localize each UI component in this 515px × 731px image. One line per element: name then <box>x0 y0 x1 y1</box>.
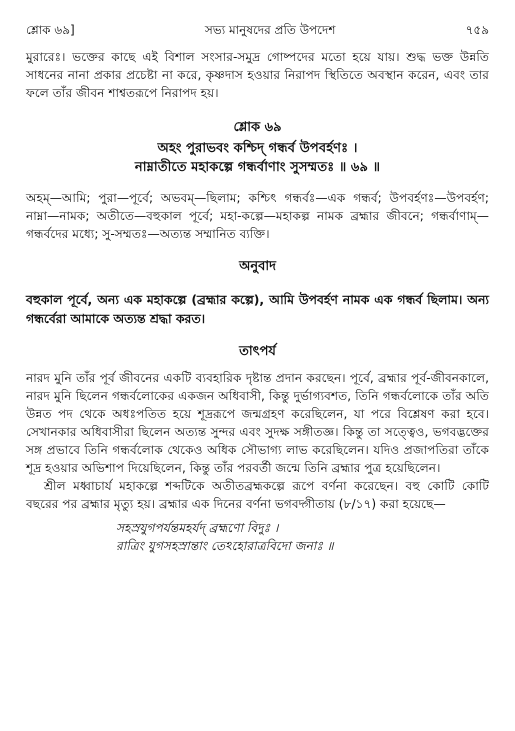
purport-title: তাৎপর্য <box>239 344 276 360</box>
translation-title: অনুবাদ <box>239 259 276 274</box>
header-chapter-title: সভ্য মানুষদের প্রতি উপদেশ <box>204 23 336 37</box>
verse-heading: শ্লোক ৬৯ <box>233 120 282 135</box>
verse-line-1: অহং পুরাভবং কশ্চিদ্ গন্ধর্ব উপবর্হণঃ । <box>157 141 358 156</box>
header-page-number: ৭৫৯ <box>465 23 489 37</box>
header-verse-ref: শ্লোক ৬৯] <box>26 23 75 37</box>
quote-line-1: সহস্রযুগপর্যন্তমহর্যদ্ ব্রহ্মণো বিদুঃ । <box>116 521 279 536</box>
translation-text: বহুকাল পূর্বে, অন্য এক মহাকল্পে (ব্রহ্মার কল্পে), আমি উপবর্হণ নামক এক গন্ধর্ব ছিলাম। অন্য গন্ধর্বেরা আমাকে অত্যন্ত শ্রদ্ধা করত। <box>26 292 489 327</box>
page-header <box>26 22 489 42</box>
intro-paragraph: মুরারেঃ। ভক্তের কাছে এই বিশাল সংসার-সমুদ্র গোষ্পদের মতো হয়ে যায়। শুদ্ধ ভক্ত উন্নতি সাধনের নানা প্রকার প্রচেষ্টা না করে, কৃষ্ণদাস হওয়ার নিরাপদ স্থিতিতে অবস্থান করেন, এবং তার ফলে তাঁর জীবন শাশ্বতরূপে নিরাপদ হয়। <box>26 50 489 100</box>
quote-line-2: রাত্রিং যুগসহস্রান্তাং তেঽহোরাত্রবিদো জনাঃ ॥ <box>116 539 334 554</box>
purport-paragraph-2: শ্রীল মধ্বাচার্য মহাকল্পে শব্দটিকে অতীতব্রহ্মকল্পে রূপে বর্ণনা করেছেন। বহু কোটি কোটি বছরের পর ব্রহ্মার মৃত্যু হয়। ব্রহ্মার এক দিনের বর্ণনা ভগবদ্গীতায় (৮/১৭) করা হয়েছে— <box>26 479 489 512</box>
verse-line-2: নাম্নাতীতে মহাকল্পে গন্ধর্বাণাং সুসম্মতঃ ॥ ৬৯ ॥ <box>134 160 381 175</box>
purport-paragraph-1: নারদ মুনি তাঁর পূর্ব জীবনের একটি ব্যবহারিক দৃষ্টান্ত প্রদান করছেন। পূর্বে, ব্রহ্মার পূর্ব-জীবনকালে, নারদ মুনি ছিলেন গন্ধর্বলোকের একজন অধিবাসী, কিন্তু দুর্ভাগ্যবশত, তিনি গন্ধর্বলোকে তাঁর অতি উন্নত পদ থেকে অধঃপতিত হয়ে শূদ্ররূপে জন্মগ্রহণ করেছিলেন, যা পরে বিশ্লেষণ করা হবে। সেখানকার অধিবাসীরা ছিলেন অত্যন্ত সুন্দর এবং সুদক্ষ সঙ্গীতজ্ঞ। কিন্তু তা সত্ত্বেও, ভগবদ্ভক্তের সঙ্গ প্রভাবে তিনি গন্ধর্বলোক থেকেও অধিক সৌভাগ্য লাভ করেছিলেন। যদিও প্রজাপতিরা তাঁকে শূদ্র হওয়ার অভিশাপ দিয়েছিলেন, কিন্তু তাঁর পরবর্তী জন্মে তিনি ব্রহ্মার পুত্র হয়েছিলেন। <box>26 371 489 476</box>
synonyms-paragraph: অহম্—আমি; পুরা—পূর্বে; অভবম্—ছিলাম; কশ্চিৎ গন্ধর্বঃ—এক গন্ধর্ব; উপবর্হণঃ—উপবর্হণ; নাম্না—নামক; অতীতে—বহুকাল পূর্বে; মহা-কল্পে—মহাকল্প নামক ব্রহ্মার জীবনে; গন্ধর্বাণাম্—গন্ধর্বদের মধ্যে; সু-সম্মতঃ—অত্যন্ত সম্মানিত ব্যক্তি। <box>26 191 489 241</box>
